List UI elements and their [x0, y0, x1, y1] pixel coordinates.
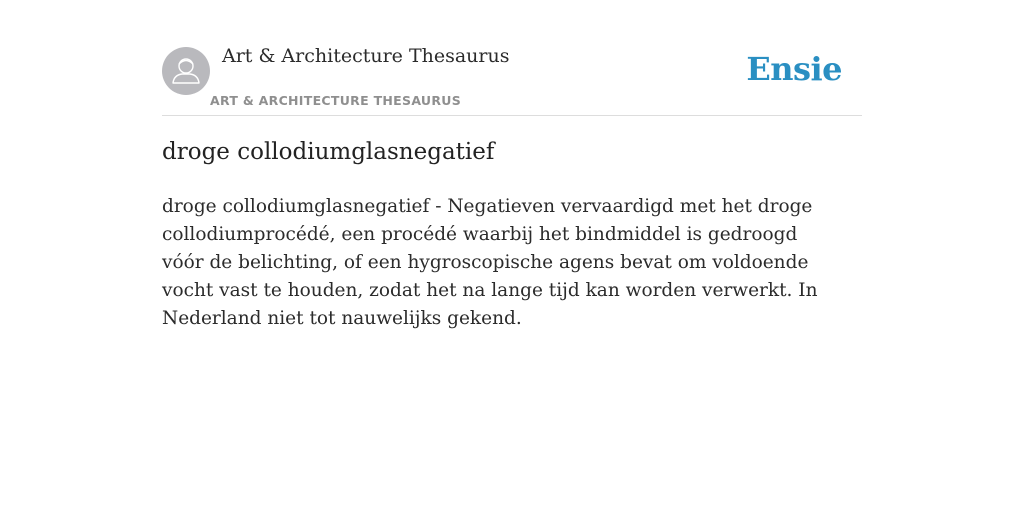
entry-header	[162, 0, 862, 116]
author-avatar[interactable]	[162, 47, 210, 95]
page	[162, 0, 862, 512]
entry-title: droge collodiumglasnegatief	[162, 139, 495, 165]
author-name[interactable]: Art & Architecture Thesaurus	[222, 45, 510, 67]
entry-definition: droge collodiumglasnegatief - Negatieven vervaardigd met het droge collodiumprocédé, een procédé waarbij het bindmiddel is gedroogd vóór de belichting, of een hygroscopische agens bevat om voldoende vocht vast te houden, zodat het na lange tijd kan worden verwerkt. In Nederland niet tot nauwelijks gekend.	[162, 196, 818, 329]
ensie-logo[interactable]: Ensie	[746, 50, 842, 88]
user-silhouette-icon	[162, 47, 210, 95]
source-label[interactable]: ART & ARCHITECTURE THESAURUS	[210, 93, 462, 108]
